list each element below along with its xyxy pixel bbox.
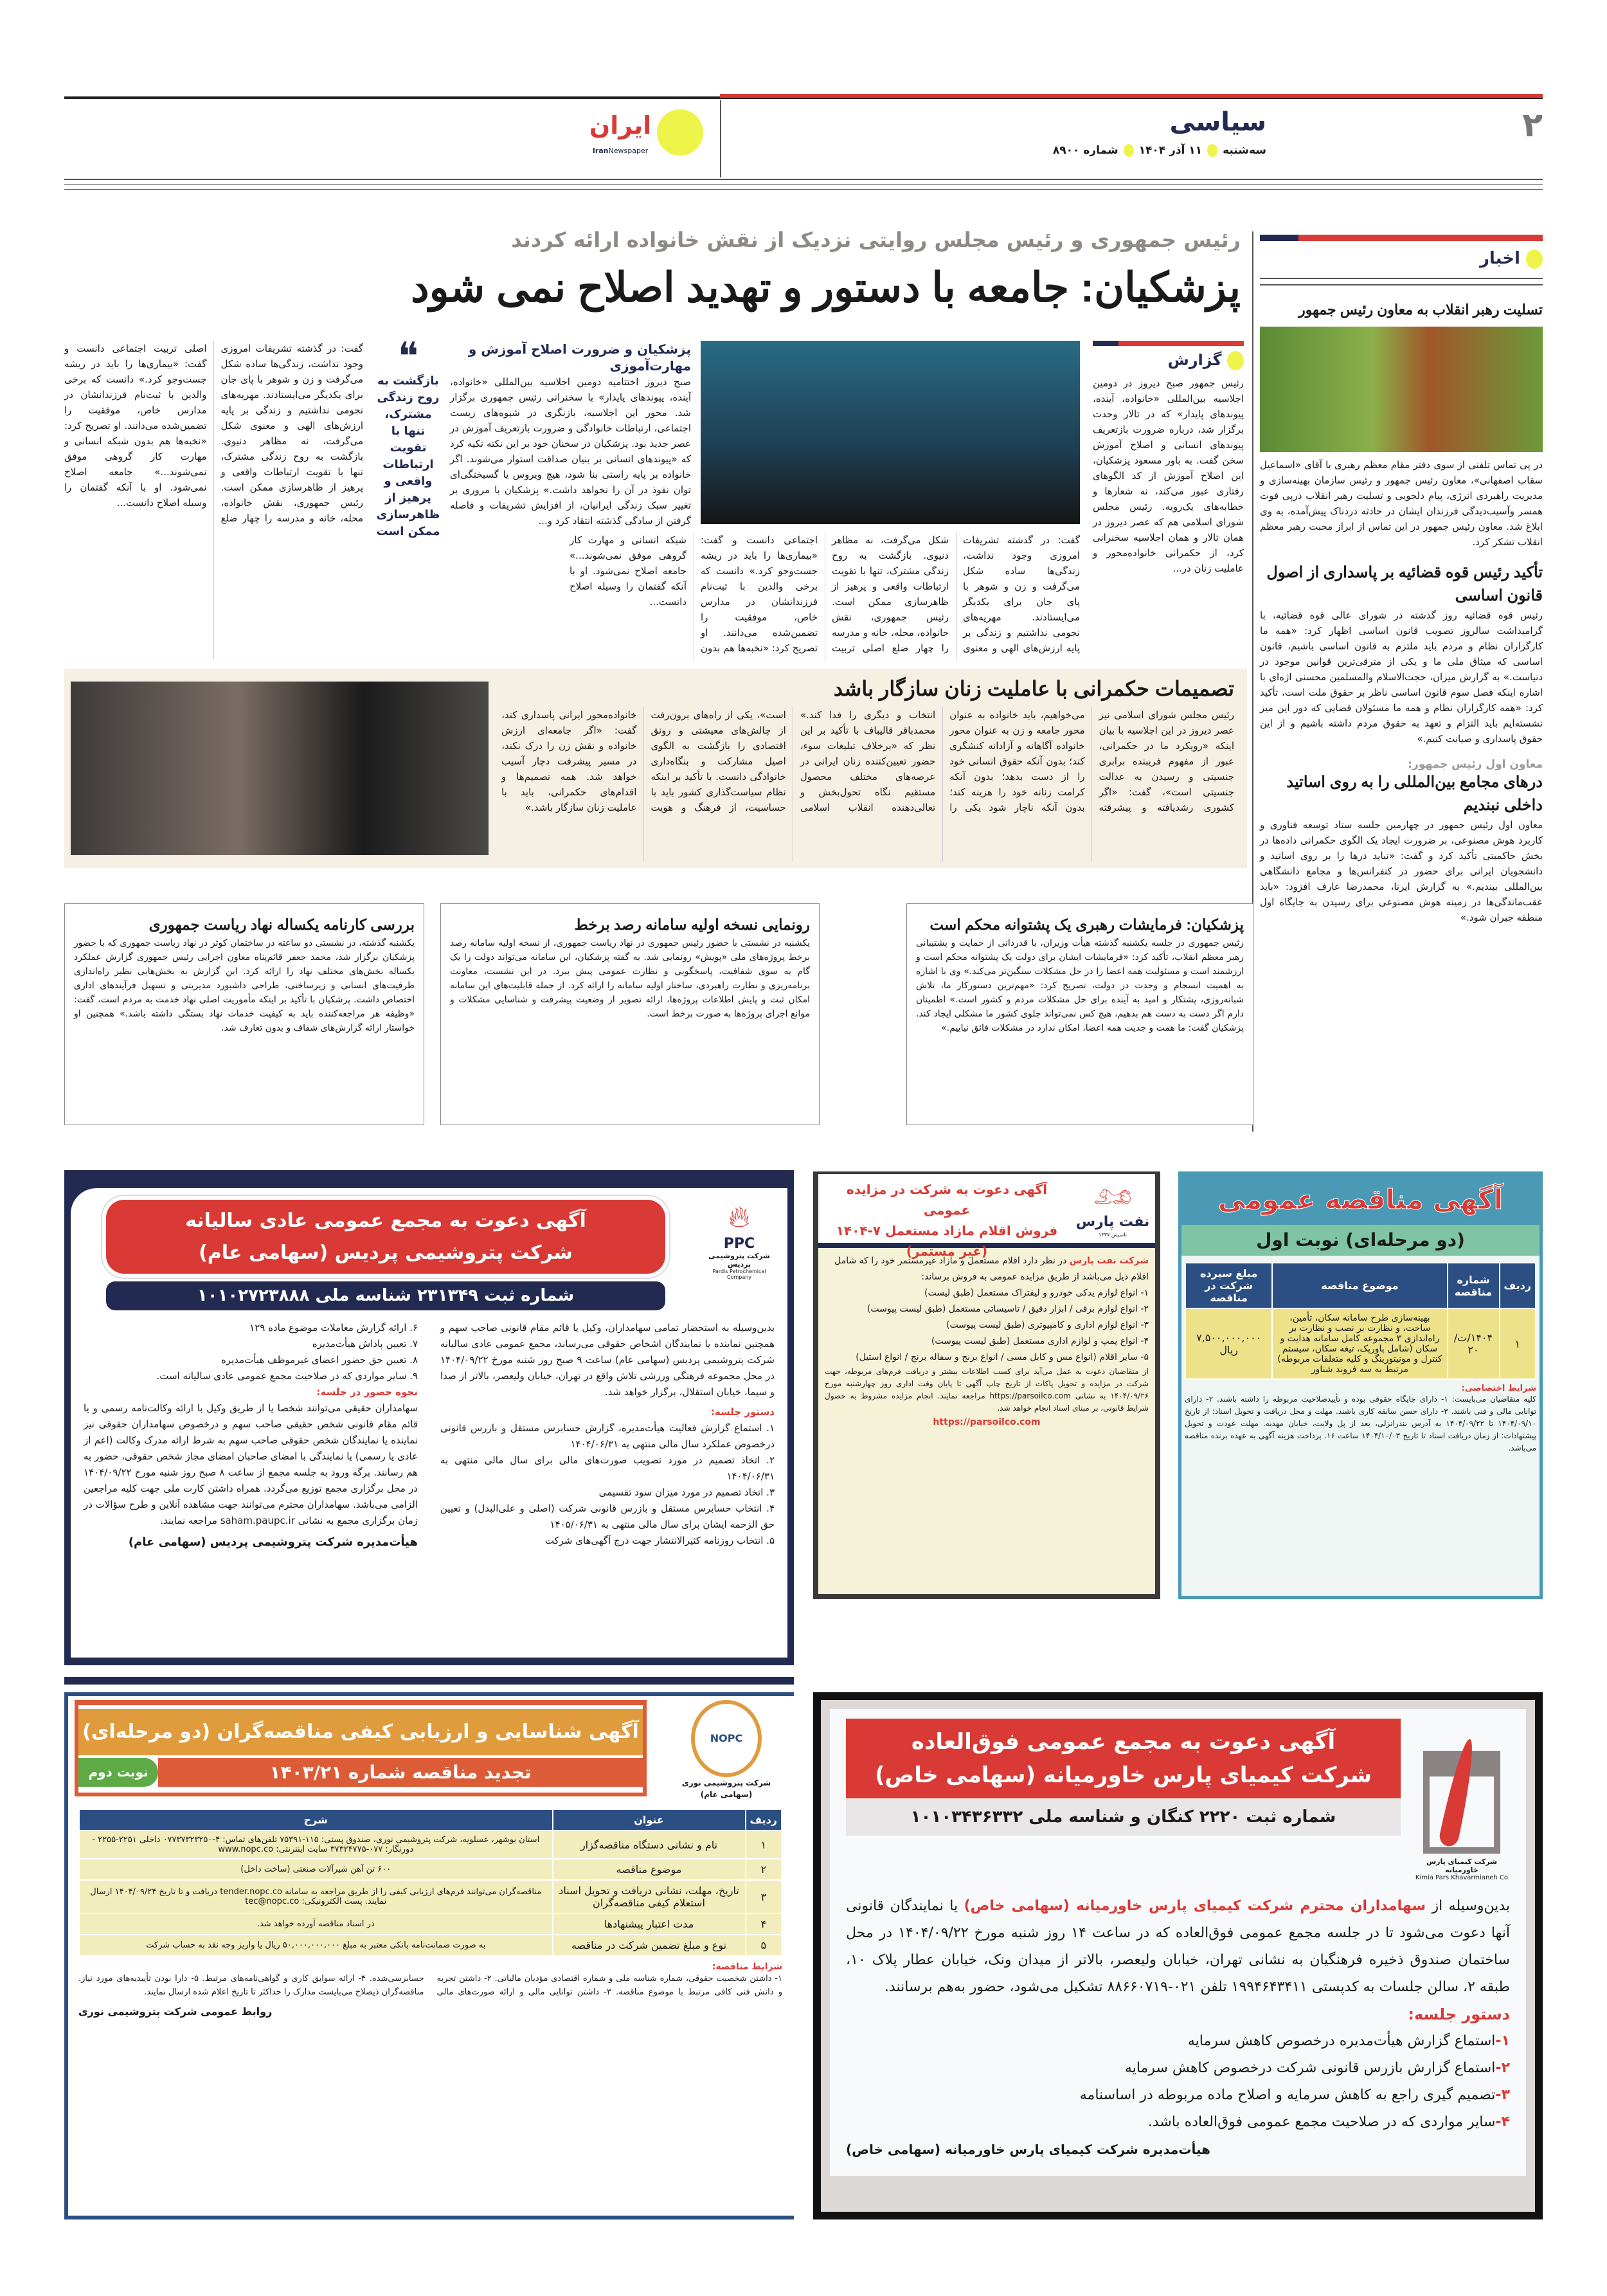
news-box: پزشکیان: فرمایشات رهبری یک پشتوانه محکم است رئیس جمهوری در جلسه یکشنبه گذشته هیأت وزیران، با قدردانی از حمایت و پشتیبانی رهبر معظم انقلاب، تأکید کرد: «فرمایشات ایشان برای دولت یک پشتوانه محکم است و ارزشمند است و مسئولیت همه اعضا را در حل مشکلات سنگین‌تر می‌کند.» وی با اشاره به اهمیت انسجام و وحدت در دولت، تصریح کرد: «مهم‌ترین دستورکار ما، تلاش شبانه‌روزی، پشتکار و امید به آینده برای حل مشکلات مردم و کشور است.» اطمینان دارم اگر دست به دست هم بدهیم، هیچ کس نمی‌تواند جلوی کشور ما مشکلی ایجاد کند. پزشکیان گفت: ما همت و جدیت همه اعضا، امکان ندارد در مشکلات فائق نیاییم.» (906, 903, 1253, 1125)
sub-title: پزشکیان و ضرورت اصلاح آموزش و مهارت‌آموزی (468, 341, 691, 374)
ad-title: آگهی دعوت به مجمع عمومی فوق‌العاده (911, 1729, 1336, 1755)
report-section (1093, 341, 1244, 576)
naftpars-logo: 𓃭︎ نفت پارس تاسیس ۱۳۳۷ (1075, 1178, 1150, 1238)
nopc-logo: NOPC شرکت پتروشیمی نوری (سهامی عام) (665, 1700, 787, 1800)
news-body: معاون اول رئیس جمهور در چهارمین جلسه ستاد توسعه فناوری و کاربرد هوش مصنوعی، بر ضرورت ایجاد یک الگوی حکمرانی داده‌ها در بخش حاکمیتی تأکید کرد و گفت: «نباید درها را بر روی اساتید و دانشجویان ایرانی برای حضور در کنفرانس‌ها و مجامع دانشگاهی بین‌المللی ببندیم.» به گزارش ایرنا، محمدرضا عارف افزود: «باید عقب‌ماندگی‌ها در زمینه هوش مصنوعی برای رسیدن به جایگاه اول منطقه جبران شود.» (1260, 818, 1543, 923)
news-kicker: معاون اول رئیس جمهور: (1408, 757, 1543, 771)
kimia-logo: شرکت کیمیای پارس خاورمیانه Kimia Pars Khavarmianeh Co (1414, 1719, 1510, 1881)
story2-title[interactable]: تصمیمات حکمرانی با عاملیت زنان سازگار باشد (833, 677, 1234, 700)
rule (1260, 278, 1543, 285)
ad-kimia: شرکت کیمیای پارس خاورمیانه Kimia Pars Khavarmianeh Co آگهی دعوت به مجمع عمومی فوق‌العاده شرکت کیمیای پارس خاورمیانه (سهامی خاص) شماره ثبت ۲۲۲۰ کنگان و شناسه ملی ۱۰۱۰۳۴۳۶۳۳۲ بدین‌وسیله از سهامداران محترم شرکت کیمیای پارس خاورمیانه (سهامی خاص) یا نمایندگان قانونی آنها دعوت می‌شود تا در جلسه مجمع عمومی فوق‌العاده که در ساعت ۱۴ روز شنبه مورخ ۱۴۰۴/۰۹/۲۲ در محل ساختمان صندوق ذخیره فرهنگیان به نشانی تهران، خیابان ولیعصر، بالاتر از میدان ونک، خیابان عطار پلاک ۱۰، طبقه ۲، سالن جلسات به کدپستی ۱۹۹۴۶۴۳۴۱۱ تلفن ۰۲۱-۸۸۶۶۰۷۱۹ تشکیل می‌شود، حضور به‌هم برسانند. دستور جلسه: ۱-استماع گزارش هیأت‌مدیره درخصوص کاهش سرمایه ۲-استماع گزارش بازرس قانونی شرکت درخصوص کاهش سرمایه ۳-تصمیم گیری راجع به کاهش سرمایه و اصلاح ماده مربوطه در اساسنامه ۴-سایر مواردی که در صلاحیت مجمع عمومی فوق‌العاده باشد. هیأت‌مدیره شرکت کیمیای پارس خاورمیانه (سهامی خاص) (813, 1692, 1543, 2219)
news-title[interactable]: تأکید رئیس قوه قضائیه بر پاسداری از اصول قانون اساسی (1266, 563, 1543, 604)
sidebar-bar (1260, 235, 1543, 241)
news-sidebar (1260, 235, 1543, 1135)
registration-number: شماره ثبت ۲۲۲۰ کنگان و شناسه ملی ۱۰۱۰۳۴۳۶۳۳۲ (846, 1798, 1401, 1836)
ad-tender: آگهی مناقصه عمومی (دو مرحله‌ای) نوبت اول ردیف شماره مناقصه موضوع مناقصه مبلغ سپرده شرکت در مناقصه ۱ ۱۴۰۴/ت/۲۰ بهینه‌سازی طرح سامانه سکان، تأمین، ساخت، و نظارت بر نصب و نظارت بر راه‌اندازی ۳ مجموعه کامل سامانه هدایت و سکان (شامل پاورپک، تیغه سکان، سیستم کنترل و مونیتورینگ و کلیه متعلقات مربوطه) مرتبط به سه فروند شناور ۷,۵۰۰,۰۰۰,۰۰۰ ریال شرایط اختصاصی: کلیه متقاضیان می‌بایست: ۱- دارای جایگاه حقوقی بوده و تأییدصلاحیت مربوطه را داشته باشند. ۲- دارای توانایی مالی و فنی باشند. ۳- دارای حسن سابقه کاری باشند. مهلت و محل دریافت و تحویل اسناد: از تاریخ ۱۴۰۴/۰۹/۱۰ تا ۱۴۰۴/۰۹/۲۲ به آدرس بندرانزلی، بعد از پل ولایت، خیابان مهدیه. مهلت عودت و تحویل پیشنهادات: از زمان دریافت اسناد تا تاریخ ۱۴۰۴/۱۰/۰۳ ساعت ۱۶. پرداخت هزینه آگهی به عهده برنده مناقصه می‌باشد. (1178, 1171, 1543, 1599)
news-title[interactable]: درهای مجامع بین‌المللی را به روی اساتید داخلی نبندیم (1286, 773, 1543, 814)
report-label: گزارش (1167, 351, 1222, 369)
issue-number: شماره ۸۹۰۰ (1052, 144, 1118, 157)
main-kicker: رئیس جمهوری و رئیس مجلس روایتی نزدیک از نقش خانواده ارائه کردند (511, 228, 1241, 252)
registration-number: شماره ثبت ۲۳۱۳۴۹ شناسه ملی ۱۰۱۰۲۷۲۳۸۸۸ (106, 1281, 665, 1310)
news-body: در پی تماس تلفنی از سوی دفتر مقام معظم رهبری با آقای «اسماعیل سقاب اصفهانی»، معاون رئیس جمهور و رئیس سازمان بهینه‌سازی و مدیریت راهبردی انرژی، پیام دلجویی و تسلیت رهبر انقلاب درپی فوت همسر وآسیب‌دیدگی فرزندان ایشان در حادثه دردناک پیش‌آمده، به وی ابلاغ شد. معاون رئیس جمهور در این تماس از ابراز محبت رهبر معظم انقلاب تشکر کرد. (1260, 458, 1543, 548)
ad-nopc: آگهی شناسایی و ارزیابی کیفی مناقصه‌گران (دو مرحله‌ای) تجدید مناقصه شماره ۱۴۰۳/۲۱ نوبت دوم NOPC شرکت پتروشیمی نوری (سهامی عام) ردیف عنوان شرح ۱ نام و نشانی دستگاه مناقصه‌گزار استان بوشهر، عسلویه، شرکت پتروشیمی نوری، صندوق پستی: ۱۱۵-۷۵۳۹۱ تلفن‌های تماس: ۴-۰۷۷۳۷۳۲۳۲۵۰ داخلی ۲۲۵۱-۲۲۵۵ - دورنگار: ۰۷۷-۳۷۳۲۴۷۷۵ سایت اینترنتی: www.nopc.co ۲ موضوع مناقصه ۶۰۰ تن آهن شیرآلات صنعتی (ساخت داخل) ۳ تاریخ، مهلت، نشانی دریافت و تحویل اسناد استعلام کیفی مناقصه‌گران مناقصه‌گران می‌توانند فرم‌های ارزیابی کیفی را از طریق مراجعه به سامانه tender.nopc.co دریافت و تا تاریخ ۱۴۰۴/۰۹/۲۴ ارسال نمایند. پست الکترونیکی: tec@nopc.co ۴ مدت اعتبار پیشنهادها در اسناد مناقصه آورده خواهد شد. ۵ نوع و مبلغ تضمین شرکت در مناقصه به صورت ضمانت‌نامه بانکی معتبر به مبلغ ۵۰,۰۰۰,۰۰۰,۰۰۰ ریال یا واریز وجه نقد به حساب شرکت شرایط مناقصه: ۱- داشتن شخصیت حقوقی، شماره شناسه ملی و شماره اقتصادی مؤدیان مالیاتی. ۲- داشتن تجربه و دانش فنی کافی مرتبط با موضوع مناقصه. ۳- داشتن توانایی مالی و ارائه صورت‌های مالی حسابرسی‌شده. ۴- ارائه سوابق کاری و گواهی‌نامه‌های مرتبط. ۵- دارا بودن تأییدیه‌های مورد نیاز. مناقصه‌گران ذیصلاح می‌بایست مدارک را حداکثر تا تاریخ اعلام شده ارسال نمایند. روابط عمومی شرکت پتروشیمی نوری (64, 1692, 794, 2219)
iran-logo: ایران IranNewspaper (588, 109, 717, 161)
section-title: سیاسی (1169, 107, 1266, 137)
ad-title: آگهی دعوت به شرکت در مزایده عمومی (846, 1182, 1048, 1218)
rule (64, 1677, 794, 1685)
main-body-continued: گفت: در گذشته تشریفات امروزی وجود نداشت، زندگی‌ها ساده شکل می‌گرفت و زن و شوهر با پای جان برای یکدیگر می‌ایستادند. مهریه‌های نجومی نداشتیم و زندگی بر پایه ارزش‌های الهی و معنوی شکل می‌گرفت، نه مظاهر دنیوی. بازگشت به روح زندگی مشترک، تنها با تقویت ارتباطات واقعی و پرهیز از ظاهرسازی ممکن است. رئیس جمهوری، نقش خانواده، محله، خانه و مدرسه را چهار ضلع اصلی تربیت اجتماعی دانست و گفت: «بیماری‌ها را باید در ریشه جست‌وجو کرد.» دانست که برخی والدین با ثبت‌نام فرزندانشان در مدارس خاص، موفقیت را تضمین‌شده می‌دانند. او تصریح کرد: «نخبه‌ها هم بدون شبکه انسانی و مهارت کار گروهی موفق نمی‌شوند...» جامعه اصلاح نمی‌شود. او با آنکه گفتمان را وسیله اصلاح دانست... (570, 534, 1080, 654)
news-title[interactable]: تسلیت رهبر انقلاب به معاون رئیس جمهور (1298, 301, 1543, 318)
rule (64, 179, 1543, 180)
leader-photo (1260, 327, 1543, 452)
header-divider (720, 100, 721, 177)
sub-article (450, 341, 691, 529)
main-headline[interactable]: پزشکیان: جامعه با دستور و تهدید اصلاح نمی شود (411, 264, 1241, 311)
news-box: رونمایی نسخه اولیه سامانه رصد برخط یکشنبه در نشستی با حضور رئیس جمهوری در نهاد ریاست جمهوری، از نسخه اولیه سامانه رصد برخط پروژه‌های ملی «پویش» رونمایی شد. به گفته پزشکیان، این سامانه می‌تواند دولت را یک گام به سوی شفافیت، پاسخگویی و نظارت عمومی پیش ببرد. در این نشست، معاونت برنامه‌ریزی و نظارت راهبردی، ساختار اولیه سامانه را ارائه کرد. از جمله قابلیت‌های این سامانه امکان ثبت و پایش اطلاعات پروژه‌ها، ارائه تصویر از وضعیت پیشرفت و شناسایی مشکلات و موانع اجرای پروژه‌ها به صورت برخط است. (440, 903, 820, 1125)
top-rule-red (720, 94, 1543, 98)
date: ۱۱ آذر ۱۴۰۴ (1138, 144, 1203, 157)
report-body: رئیس جمهور صبح دیروز در دومین اجلاسیه بین‌المللی «خانواده، آینده، پیوندهای پایدار» که در تالار وحدت برگزار شد، درباره ضرورت بازتعریف پیوندهای انسانی و اصلاح آموزش سخن گفت. به باور مسعود پزشکیان، این اصلاح آموزش از کد الگوهای رفتاری عبور می‌کند، نه شعارها و خطابه‌های یک‌رویه. رئیس مجلس شورای اسلامی هم که عصر دیروز در همان تالار و همان اجلاسیه سخنرانی کرد، از حکمرانی خانواده‌محور و عاملیت زنان در... (1093, 377, 1244, 574)
tender-table: ردیف شماره مناقصه موضوع مناقصه مبلغ سپرده شرکت در مناقصه ۱ ۱۴۰۴/ت/۲۰ بهینه‌سازی طرح سامانه سکان، تأمین، ساخت، و نظارت بر نصب و نظارت بر راه‌اندازی ۳ مجموعه کامل سامانه هدایت و سکان (شامل پاورپک، تیغه سکان، سیستم کنترل و مونیتورینگ و کلیه متعلقات مربوطه) مرتبط به سه فروند شناور ۷,۵۰۰,۰۰۰,۰۰۰ ریال (1185, 1262, 1536, 1380)
news-box: بررسی کارنامه یکساله نهاد ریاست جمهوری یکشنبه گذشته، در نشستی دو ساعته در ساختمان کوثر در نهاد ریاست جمهوری که با حضور پزشکیان برگزار شد، محمد جعفر قائم‌پناه معاون اجرایی رئیس جمهوری گزارش عملکرد یکساله بخش‌های مختلف نهاد را ارائه کرد. این گزارش به بخش‌هایی نظیر راه‌اندازی ظرفیت‌های انسانی و زیرساختی، طراحی داشبورد مدیریتی و تسهیل فرآیندهای اداری اختصاص داشت. پزشکیان با تأکید بر اینکه مأموریت اصلی نهاد خدمت به مردم است، گفت: «وظیفه هر مراجعه‌کننده باید به کیفیت خدمات نهاد بستگی داشته باشد.» همچنین او خواستار ارائه گزارش‌های شفاف و بدون تعارف شد. (64, 903, 424, 1125)
date-line (1053, 144, 1266, 157)
ad-title: آگهی مناقصه عمومی (1181, 1175, 1540, 1225)
ad-subtitle: شرکت کیمیای پارس خاورمیانه (سهامی خاص) (874, 1762, 1372, 1788)
ad-signature: روابط عمومی شرکت پتروشیمی نوری (78, 2005, 273, 2018)
sub-body: صبح دیروز اختتامیه دومین اجلاسیه بین‌المللی «خانواده، آینده، پیوندهای پایدار» با سخنرانی رئیس جمهوری برگزار شد. محور این اجلاسیه، بازنگری در شیوه‌های زیست اجتماعی، ارتباطات خانوادگی و ضرورت بازتعریف آموزش در عصر جدید بود. پزشکیان در سخنان خود بر این نکته تکیه کرد که «پیوندهای انسانی بر بنیان صداقت استوار می‌شوند. اگر خانواده بر پایه راستی بنا شود، هیچ ویروس یا گسیختگی‌ای توان نفوذ در آن را نخواهد داشت.» پزشکیان با مروری بر تغییر سبک زندگی ایرانیان، از افزایش تشریفات و فاصله گرفتن از سادگی گذشته انتقاد کرد و... (450, 376, 691, 527)
pull-quote: ❝ بازگشت به روح زندگی مشترک، تنها با تقویت ارتباطات واقعی و پرهیز از ظاهرسازی ممکن است (373, 341, 444, 540)
nopc-table: ردیف عنوان شرح ۱ نام و نشانی دستگاه مناقصه‌گزار استان بوشهر، عسلویه، شرکت پتروشیمی نوری، صندوق پستی: ۱۱۵-۷۵۳۹۱ تلفن‌های تماس: ۴-۰۷۷۳۷۳۲۳۲۵۰ داخلی ۲۲۵۱-۲۲۵۵ - دورنگار: ۰۷۷-۳۷۳۲۴۷۷۵ سایت اینترنتی: www.nopc.co ۲ موضوع مناقصه ۶۰۰ تن آهن شیرآلات صنعتی (ساخت داخل) ۳ تاریخ، مهلت، نشانی دریافت و تحویل اسناد استعلام کیفی مناقصه‌گران مناقصه‌گران می‌توانند فرم‌های ارزیابی کیفی را از طریق مراجعه به سامانه tender.nopc.co دریافت و تا تاریخ ۱۴۰۴/۰۹/۲۴ ارسال نمایند. پست الکترونیکی: tec@nopc.co ۴ مدت اعتبار پیشنهادها در اسناد مناقصه آورده خواهد شد. ۵ نوع و مبلغ تضمین شرکت در مناقصه به صورت ضمانت‌نامه بانکی معتبر به مبلغ ۵۰,۰۰۰,۰۰۰,۰۰۰ ریال یا واریز وجه نقد به حساب شرکت (78, 1809, 782, 1957)
ad-signature: هیأت‌مدیره شرکت کیمیای پارس خاورمیانه (سهامی خاص) (846, 2142, 1211, 2157)
bullet-icon (1526, 249, 1543, 269)
rule (64, 189, 1543, 190)
round-badge: نوبت دوم (78, 1758, 158, 1787)
story2-body: رئیس مجلس شورای اسلامی نیز عصر دیروز در این اجلاسیه با بیان اینکه «رویکرد ما در حکمرانی، عبور از مفهوم فریبنده برابری جنسیتی و رسیدن به عدالت جنسیتی است»، گفت: «اگر کشوری رشدیافته و پیشرفته می‌خواهیم، باید خانواده به عنوان محور جامعه و زن به عنوان محور خانواده آگاهانه و آزادانه کنشگری کند؛ بدون آنکه حقوق انسانی خود را از دست بدهد؛ بدون آنکه کرامت زنانه خود را هزینه کند؛ بدون آنکه ناچار شود یکی را انتخاب و دیگری را فدا کند.» محمدباقر قالیباف با تأکید بر این نظر که «برخلاف تبلیغات سوء، حضور تعیین‌کننده زنان ایرانی در عرصه‌های مختلف محصول مستقیم نگاه تحول‌بخش و تعالی‌دهنده انقلاب اسلامی است»، یکی از راه‌های برون‌رفت از چالش‌های معیشتی و رونق اقتصادی را بازگشت به الگوی اصیل مشارکت و بنگاه‌داری خانوادگی دانست. با تأکید بر اینکه نظام سیاست‌گذاری کشور باید با حساسیت، از فرهنگ و هویت خانواده‌محور ایرانی پاسداری کند، گفت: «اگر جامعه‌ای ارزش خانواده و نقش زن را درک نکند، در مسیر پیشرفت دچار آسیب خواهد شد. همه تصمیم‌ها و اقدام‌های حکمرانی، باید با عاملیت زنان سازگار باشد.» (501, 709, 1234, 813)
bullet-icon (1124, 144, 1134, 157)
page-number: ۲ (1522, 106, 1543, 145)
ad-link[interactable]: https://parsoilco.com (933, 1417, 1041, 1427)
bullet-icon (1227, 351, 1244, 370)
story2 (64, 669, 1247, 868)
sidebar-label: اخبار (1479, 249, 1520, 268)
ad-title: آگهی دعوت به مجمع عمومی عادی سالیانه (185, 1209, 586, 1232)
day: سه‌شنبه (1223, 144, 1266, 157)
ad-naftpars: 𓃭︎ نفت پارس تاسیس ۱۳۳۷ آگهی دعوت به شرکت در مزایده عمومی فروش اقلام مازاد مستعمل ۷-۱۴۰۴ (غیر مستمر) شرکت نفت پارس در نظر دارد اقلام مستعمل و مازاد غیرمستمر خود را که شامل اقلام ذیل می‌باشد از طریق مزایده عمومی به فروش برساند: ۱- انواع لوازم یدکی خودرو و لیفتراک مستعمل (طبق لیست) ۲- انواع لوازم برقی / ابزار دقیق / تاسیساتی مستعمل (طبق لیست پیوست) ۳- انواع لوازم اداری و کامپیوتری (طبق لیست پیوست) ۴- انواع پمپ و لوازم اداری مستعمل (طبق لیست پیوست) ۵- سایر اقلام (انواع مس و کابل مسی / انواع برنج و سفاله برنج / انواع استیل) از متقاضیان دعوت به عمل می‌آید برای کسب اطلاعات بیشتر و دریافت فرم‌های مربوطه، جهت شرکت در مزایده و تحویل پاکات از تاریخ چاپ آگهی تا پایان وقت اداری روز چهارشنبه مورخ ۱۴۰۴/۰۹/۲۶ به نشانی https://parsoilco.com مراجعه نمایند. انجام مزایده مشروط به حصول شرایط قانونی، بر مبنای اسناد انجام خواهد شد. https://parsoilco.com (813, 1171, 1160, 1599)
conference-photo (701, 341, 1080, 524)
ad-pardis: آگهی دعوت به مجمع عمومی عادی سالیانه شرکت پتروشیمی پردیس (سهامی عام) شماره ثبت ۲۳۱۳۴۹ شناسه ملی ۱۰۱۰۲۷۲۳۸۸۸ 🔥︎ PPC شرکت پتروشیمی پردیس Pardis Petrochemical Company بدین‌وسیله به استحضار تمامی سهامداران، وکیل یا قائم مقام قانونی صاحب سهم و همچنین نماینده یا نمایندگان اشخاص حقوقی می‌رساند، مجمع عمومی عادی سالیانه شرکت پتروشیمی پردیس (سهامی عام) ساعت ۹ صبح روز شنبه مورخ ۱۴۰۴/۰۹/۲۲ در محل مجموعه فرهنگی ورزشی تلاش واقع در تهران، خیابان ولیعصر، بالاتر از صدا و سیما، خیابان استقلال، برگزار خواهد شد. دستور جلسه: ۱. استماع گزارش فعالیت هیأت‌مدیره، گزارش حسابرس مستقل و بازرس قانونی درخصوص عملکرد سال مالی منتهی به ۱۴۰۴/۰۶/۳۱ ۲. اتخاذ تصمیم در مورد تصویب صورت‌های مالی برای سال مالی منتهی به ۱۴۰۴/۰۶/۳۱ ۳. اتخاذ تصمیم در مورد میزان سود تقسیمی ۴. انتخاب حسابرس مستقل و بازرس قانونی شرکت (اصلی و علی‌البدل) و تعیین حق الزحمه ایشان برای سال مالی منتهی به ۱۴۰۵/۰۶/۳۱ ۵. انتخاب روزنامه کثیرالانتشار جهت درج آگهی‌های شرکت ۶. ارائه گزارش معاملات موضوع ماده ۱۲۹ ۷. تعیین پاداش هیأت‌مدیره ۸. تعیین حق حضور اعضای غیرموظف هیأت‌مدیره ۹. سایر مواردی که در صلاحیت مجمع عمومی عادی سالیانه است. نحوه حضور در جلسه: سهامداران حقیقی می‌توانند شخصا یا از طریق وکیل با ارائه وکالت‌نامه رسمی و یا قائم مقام قانونی شخص حقیقی صاحب سهم و درخصوص سهامداران حقوقی نیز نماینده یا نمایندگان شخص حقوقی صاحب سهم به شرط ارائه مدرک وکالت (اعم از عادی یا رسمی) یا نمایندگی با امضای صاحبان امضای مجاز شخص حقوقی، حضور به هم رسانند. برگه ورود به جلسه مجمع از ساعت ۸ صبح روز شنبه مورخ ۱۴۰۴/۰۹/۲۲ در محل برگزاری مجمع توزیع می‌گردد. همراه داشتن کارت ملی جهت کلیه مراجعین الزامی می‌باشد. سهامداران محترم می‌توانند جهت مشاهده آنلاین و طرح سؤالات در زمان برگزاری مجمع به نشانی saham.paupc.ir مراجعه نمایند. هیأت‌مدیره شرکت پتروشیمی پردیس (سهامی عام) (64, 1170, 794, 1665)
ad-title-box (846, 1719, 1401, 1798)
parliament-photo (71, 682, 489, 855)
quote-icon: ❝ (397, 334, 419, 379)
logo-circle-icon (657, 109, 703, 156)
flame-icon (1423, 1751, 1500, 1854)
ppc-logo: 🔥︎ PPC شرکت پتروشیمی پردیس Pardis Petrochemical Company (708, 1199, 770, 1280)
left-columns: گفت: در گذشته تشریفات امروزی وجود نداشت، زندگی‌ها ساده شکل می‌گرفت و زن و شوهر با پای جان برای یکدیگر می‌ایستادند. مهریه‌های نجومی نداشتیم و زندگی بر پایه ارزش‌های الهی و معنوی شکل می‌گرفت، نه مظاهر دنیوی. بازگشت به روح زندگی مشترک، تنها با تقویت ارتباطات واقعی و پرهیز از ظاهرسازی ممکن است. رئیس جمهوری، نقش خانواده، محله، خانه و مدرسه را چهار ضلع اصلی تربیت اجتماعی دانست و گفت: «بیماری‌ها را باید در ریشه جست‌وجو کرد.» دانست که برخی والدین با ثبت‌نام فرزندانشان در مدارس خاص، موفقیت را تضمین‌شده می‌دانند. او تصریح کرد: «نخبه‌ها هم بدون شبکه انسانی و مهارت کار گروهی موفق نمی‌شوند...» جامعه اصلاح نمی‌شود. او با آنکه گفتمان را وسیله اصلاح دانست... (64, 343, 363, 524)
ad-signature: هیأت‌مدیره شرکت پتروشیمی پردیس (سهامی عام) (128, 1535, 418, 1549)
news-body: رئیس قوه قضائیه روز گذشته در شورای عالی قوه قضائیه، با گرامیداشت سالروز تصویب قانون اساسی اظهار کرد: «همه ما کارگزاران نظام و مردم باید ملتزم به قانون اساسی باشیم، قانون اساسی که میثاق ملی ما و یکی از مترقی‌ترین قوانین موجود در دنیاست.» به گزارش میزان، حجت‌الاسلام والمسلمین محسنی اژه‌ای با اشاره اینکه فصل سوم قانون اساسی ناظر بر حقوق ملت است، تأکید کرد: «همه کارگزاران نظام و همه ما مسئولان قضایی که دور این میز نشسته‌ایم باید التزام و تعهد به حقوق مردم داشته باشیم و از این حقوق پاسداری و صیانت کنیم.» (1260, 609, 1543, 745)
rule (64, 184, 1543, 185)
bullet-icon (1207, 144, 1217, 157)
ad-title: آگهی شناسایی و ارزیابی کیفی مناقصه‌گران (دو مرحله‌ای) (78, 1709, 643, 1755)
